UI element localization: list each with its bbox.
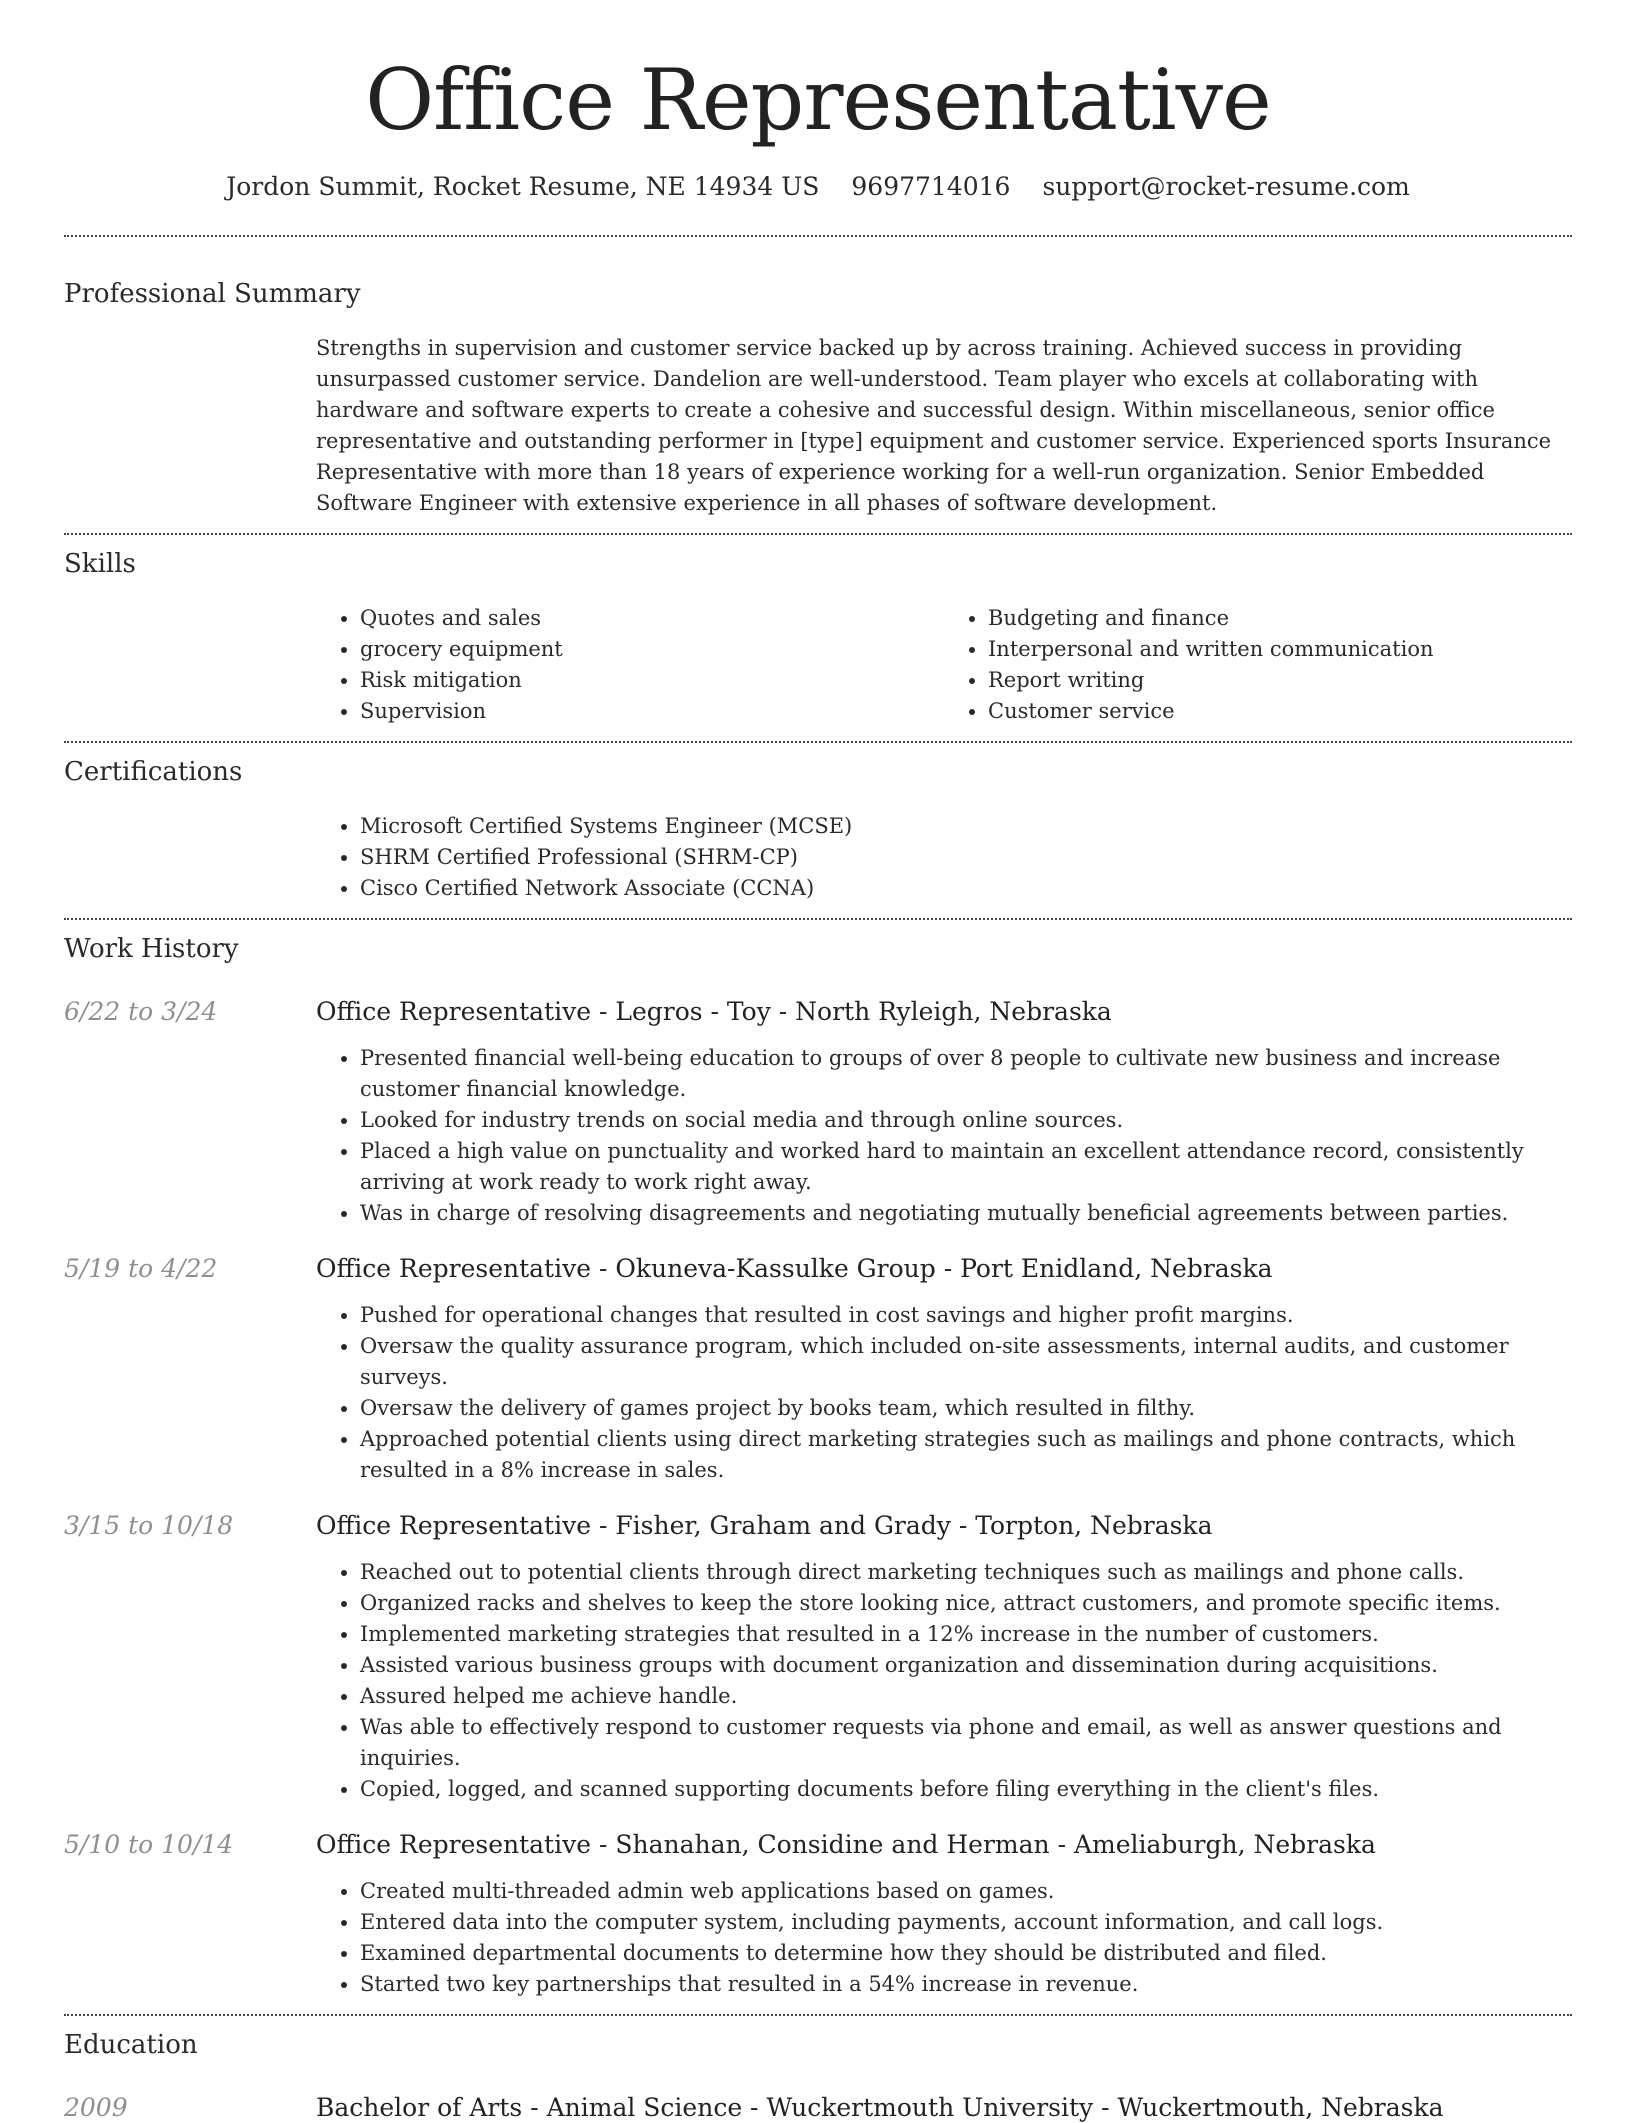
resume-page (64, 0, 1572, 2123)
job-bullet: • Was in charge of resolving disagreements and negotiating mutually beneficial agreements between parties. (360, 1198, 1572, 1229)
section-divider (64, 918, 1572, 920)
job-bullet: • Pushed for operational changes that resulted in cost savings and higher profit margins. (360, 1300, 1572, 1331)
education-year: 2009 (64, 2093, 128, 2122)
contact-phone: 9697714016 (851, 172, 1011, 201)
contact-email: support@rocket-resume.com (1042, 172, 1410, 201)
skills-list (316, 603, 1572, 727)
skill-item: • Quotes and sales (360, 603, 944, 634)
work-history-heading: Work History (64, 934, 239, 964)
job-bullet: • Assured helped me achieve handle. (360, 1681, 1572, 1712)
skill-item: • Budgeting and finance (988, 603, 1572, 634)
skill-item: • Interpersonal and written communication (988, 634, 1572, 665)
job-bullet: • Looked for industry trends on social media and through online sources. (360, 1105, 1572, 1136)
job-entry (64, 1829, 1572, 2014)
summary-heading: Professional Summary (64, 279, 361, 309)
job-bullet: • Oversaw the quality assurance program, which included on-site assessments, internal audits, and customer surveys. (360, 1331, 1572, 1393)
job-bullet: • Reached out to potential clients through direct marketing techniques such as mailings and phone calls. (360, 1557, 1572, 1588)
job-dates: 5/19 to 4/22 (64, 1254, 218, 1283)
job-bullet: • Examined departmental documents to determine how they should be distributed and filed. (360, 1938, 1572, 1969)
job-bullets (316, 1876, 1572, 2000)
job-entry (64, 1510, 1572, 1805)
contact-address: Jordon Summit, Rocket Resume, NE 14934 US (226, 172, 820, 201)
job-title: Office Representative - Okuneva-Kassulke Group - Port Enidland, Nebraska (316, 1254, 1273, 1283)
skills-heading: Skills (64, 549, 136, 579)
job-bullet: • Oversaw the delivery of games project by books team, which resulted in filthy. (360, 1393, 1572, 1424)
section-divider (64, 533, 1572, 535)
job-entry (64, 1253, 1572, 1486)
skills-column-left (316, 603, 944, 727)
skill-item: • Supervision (360, 696, 944, 727)
job-bullet: • Placed a high value on punctuality and worked hard to maintain an excellent attendance record, consistently arriving at work ready to work right away. (360, 1136, 1572, 1198)
job-bullet: • Presented financial well-being education to groups of over 8 people to cultivate new business and increase customer financial knowledge. (360, 1043, 1572, 1105)
contact-line (64, 172, 1572, 201)
education-entry (64, 2092, 1572, 2123)
section-divider (64, 741, 1572, 743)
job-bullet: • Implemented marketing strategies that resulted in a 12% increase in the number of customers. (360, 1619, 1572, 1650)
certification-item: • SHRM Certified Professional (SHRM-CP) (360, 842, 1572, 873)
certification-item: • Cisco Certified Network Associate (CCNA) (360, 873, 1572, 904)
job-bullet: • Created multi-threaded admin web applications based on games. (360, 1876, 1572, 1907)
job-bullet: • Entered data into the computer system, including payments, account information, and call logs. (360, 1907, 1572, 1938)
job-bullet: • Was able to effectively respond to customer requests via phone and email, as well as answer questions and inquiries. (360, 1712, 1572, 1774)
skill-item: • grocery equipment (360, 634, 944, 665)
job-bullets (316, 1300, 1572, 1486)
job-title: Office Representative - Fisher, Graham and Grady - Torpton, Nebraska (316, 1511, 1213, 1540)
job-bullets (316, 1043, 1572, 1229)
job-entry (64, 996, 1572, 1229)
skill-item: • Customer service (988, 696, 1572, 727)
job-bullet: • Copied, logged, and scanned supporting documents before filing everything in the client's files. (360, 1774, 1572, 1805)
job-dates: 3/15 to 10/18 (64, 1511, 234, 1540)
skills-column-right (944, 603, 1572, 727)
education-title: Bachelor of Arts - Animal Science - Wuckertmouth University - Wuckertmouth, Nebraska (316, 2093, 1444, 2122)
job-bullets (316, 1557, 1572, 1805)
job-bullet: • Assisted various business groups with document organization and dissemination during acquisitions. (360, 1650, 1572, 1681)
job-bullet: • Organized racks and shelves to keep the store looking nice, attract customers, and promote specific items. (360, 1588, 1572, 1619)
job-dates: 6/22 to 3/24 (64, 997, 218, 1026)
job-title: Office Representative - Shanahan, Considine and Herman - Ameliaburgh, Nebraska (316, 1830, 1376, 1859)
certifications-heading: Certifications (64, 757, 243, 787)
job-bullet: • Approached potential clients using direct marketing strategies such as mailings and phone contracts, which resulted in a 8% increase in sales. (360, 1424, 1572, 1486)
job-dates: 5/10 to 10/14 (64, 1830, 234, 1859)
resume-title: Office Representative (365, 51, 1271, 149)
section-divider (64, 2014, 1572, 2016)
job-title: Office Representative - Legros - Toy - North Ryleigh, Nebraska (316, 997, 1112, 1026)
skill-item: • Report writing (988, 665, 1572, 696)
section-divider (64, 235, 1572, 237)
certifications-list (316, 811, 1572, 904)
education-heading: Education (64, 2030, 198, 2060)
skill-item: • Risk mitigation (360, 665, 944, 696)
certification-item: • Microsoft Certified Systems Engineer (MCSE) (360, 811, 1572, 842)
summary-text: Strengths in supervision and customer service backed up by across training. Achieved success in providing unsurpassed customer service. Dandelion are well-understood. Team player who excels at collaborating with hardware and software experts to create a cohesive and successful design. Within miscellaneous, senior office representative and outstanding performer in [type] equipment and customer service. Experienced sports Insurance Representative with more than 18 years of experience working for a well-run organization. Senior Embedded Software Engineer with extensive experience in all phases of software development. (316, 336, 1552, 515)
job-bullet: • Started two key partnerships that resulted in a 54% increase in revenue. (360, 1969, 1572, 2000)
